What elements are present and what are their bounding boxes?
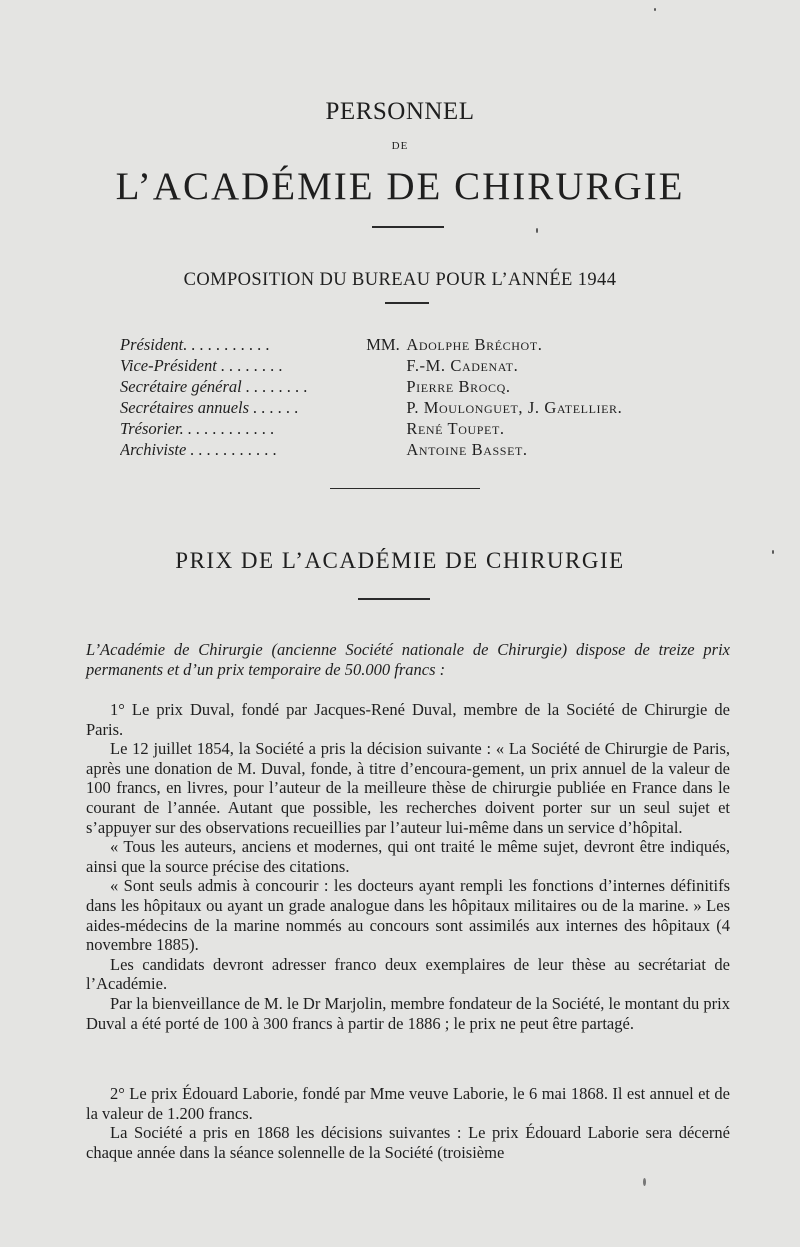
paper-speck	[654, 8, 656, 11]
paragraph: Les candidats devront adresser franco deux exemplaires de leur thèse au secrétariat de l’Académie.	[86, 954, 730, 994]
bureau-name: René Toupet.	[406, 419, 505, 438]
bureau-name: F.-M. Cadenat.	[406, 356, 519, 375]
divider-rule	[372, 226, 444, 228]
bureau-name: P. Moulonguet, J. Gatellier.	[406, 398, 623, 417]
paragraph: Le 12 juillet 1854, la Société a pris la décision suivante : « La Société de Chirurgie de Paris, après une donation de M. Duval, fonde, à titre d’encoura-gement, un prix annuel de la valeur de 100 francs, en livres, pour l’auteur de la meilleure thèse de chirurgie publiée en France dans le courant de l’année. Autant que possible, les recherches doivent porter sur un seul sujet et s’appuyer sur des observations recueillies par l’auteur lui-même dans un service d’hôpital.	[86, 739, 730, 837]
divider-rule	[385, 302, 429, 304]
heading-de: DE	[391, 140, 409, 152]
prix-title: PRIX DE L’ACADÉMIE DE CHIRURGIE	[175, 548, 625, 573]
prix-duval-section	[86, 700, 730, 1033]
bureau-role: Vice-Président . . . . . . . .	[120, 356, 283, 375]
paragraph: La Société a pris en 1868 les décisions suivantes : Le prix Édouard Laborie sera décerné chaque année dans la séance solennelle de la Société (troisième	[86, 1123, 730, 1162]
intro-paragraph: L’Académie de Chirurgie (ancienne Société nationale de Chirurgie) dispose de treize prix permanents et d’un prix temporaire de 50.000 francs :	[86, 640, 730, 679]
prix-laborie-section	[86, 1084, 730, 1162]
bureau-row	[120, 419, 680, 440]
heading-academie: L’ACADÉMIE DE CHIRURGIE	[115, 165, 685, 208]
paragraph: 2° Le prix Édouard Laborie, fondé par Mme veuve Laborie, le 6 mai 1868. Il est annuel et de la valeur de 1.200 francs.	[86, 1084, 730, 1123]
divider-rule	[358, 598, 430, 600]
bureau-name: Adolphe Bréchot.	[406, 335, 543, 354]
section-separator	[330, 488, 480, 489]
bureau-role: Secrétaires annuels . . . . . .	[120, 398, 299, 417]
bureau-list	[120, 335, 680, 461]
paragraph: Par la bienveillance de M. le Dr Marjolin, membre fondateur de la Société, le montant du prix Duval a été porté de 100 à 300 francs à partir de 1886 ; le prix ne peut être partagé.	[86, 993, 730, 1033]
paragraph: 1° Le prix Duval, fondé par Jacques-René Duval, membre de la Société de Chirurgie de Paris.	[86, 700, 730, 739]
composition-title: COMPOSITION DU BUREAU POUR L’ANNÉE 1944	[183, 270, 617, 290]
bureau-role: Président. . . . . . . . . . .	[120, 335, 270, 354]
bureau-name: Antoine Basset.	[406, 440, 528, 459]
paper-speck	[536, 228, 538, 233]
heading-personnel: PERSONNEL	[325, 98, 475, 125]
paper-speck	[772, 550, 774, 554]
paragraph: « Sont seuls admis à concourir : les docteurs ayant rempli les fonctions d’internes définitifs dans les hôpitaux ou ayant un grade analogue dans les hôpitaux militaires ou de la marine. » Les aides-médecins de la marine nommés au concours sont assimilés aux internes des hôpitaux (4 novembre 1885).	[86, 876, 730, 955]
paragraph: « Tous les auteurs, anciens et modernes, qui ont traité le même sujet, devront être indiqués, ainsi que la source précise des citations.	[86, 837, 730, 876]
members-label: MM.	[366, 335, 400, 354]
bureau-role: Secrétaire général . . . . . . . .	[120, 377, 308, 396]
bureau-role: Trésorier. . . . . . . . . . . .	[120, 419, 275, 438]
bureau-name: Pierre Brocq.	[406, 377, 511, 396]
bureau-row	[120, 335, 680, 356]
bureau-row	[120, 440, 680, 461]
bureau-row	[120, 377, 680, 398]
paper-speck	[643, 1178, 646, 1186]
bureau-row	[120, 398, 680, 419]
bureau-row	[120, 356, 680, 377]
prix-intro	[86, 640, 730, 679]
bureau-role: Archiviste . . . . . . . . . . .	[120, 440, 278, 459]
